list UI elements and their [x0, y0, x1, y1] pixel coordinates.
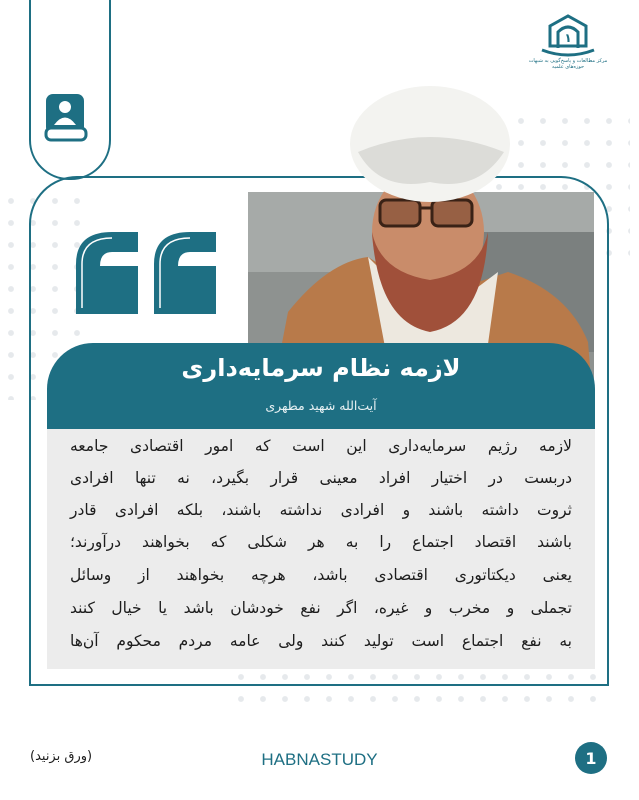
quote-body-line: به نفع اجتماع است تولید کنند ولی عامه مردم محکوم آن‌ها [70, 632, 572, 650]
brand-name: HABNASTUDY [261, 750, 378, 769]
logo-caption: مرکز مطالعات و پاسخ‌گویی به شبهات حوزه‌های علمیه [528, 58, 608, 70]
quote-body-line: تجملی و مخرب و غیره، اگر نفع خودشان باشد یا خیال کنند [70, 599, 572, 617]
quote-body-line: دربست در اختیار افراد معینی قرار بگیرد، نه تنها افرادی [70, 469, 572, 487]
quote-mark-icon [72, 228, 222, 318]
quote-body-line: لازمه رژیم سرمایه‌داری این است که امور اقتصادی جامعه [70, 437, 572, 455]
svg-text:۱: ۱ [564, 31, 572, 45]
quote-body-line: یعنی دیکتاتوری اقتصادی باشد، هرچه بخواهند از وسائل [70, 566, 572, 584]
quote-body-line: باشند اقتصاد اجتماع را به هر شکلی که بخواهند درآورند؛ [70, 533, 572, 551]
book-person-icon [43, 92, 89, 144]
page-number-badge: 1 [575, 742, 607, 774]
swipe-hint: (ورق بزنید) [30, 749, 93, 764]
quote-title: لازمه نظام سرمایه‌داری [181, 354, 461, 382]
category-tab [29, 0, 111, 180]
quote-body-line: ثروت داشته باشند و افرادی نداشته باشند، بلکه افرادی قادر [70, 501, 572, 519]
quote-author: آیت‌الله شهید مطهری [265, 398, 377, 413]
